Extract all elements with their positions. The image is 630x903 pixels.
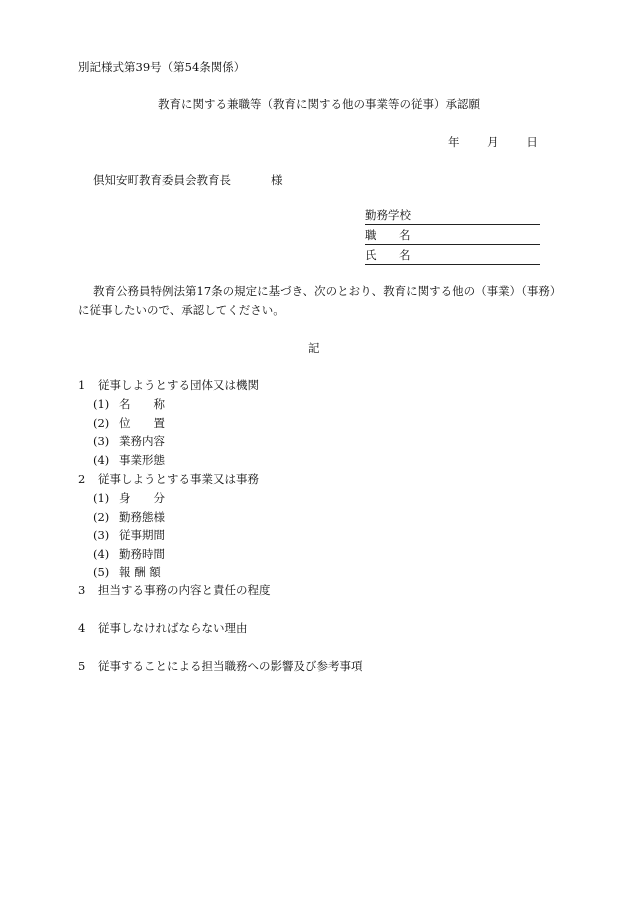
position-field-label [365,228,433,242]
date-day-label: 日 [526,135,538,149]
item-1-sub-2-number: (2) [93,416,110,430]
item-5 [78,660,363,674]
document-title: 教育に関する兼職等（教育に関する他の事業等の従事）承認願 [158,97,480,111]
item-2-label: 従事しようとする事業又は事務 [98,472,259,486]
name-field[interactable] [365,249,540,265]
item-2-sub-3 [93,529,165,543]
item-1-sub-1-number: (1) [93,397,110,411]
item-1-sub-3-label: 業務内容 [119,434,165,448]
date-row [448,136,538,150]
school-field[interactable] [365,209,540,225]
addressee-name: 倶知安町教育委員会教育長 [93,173,231,187]
position-field[interactable] [365,229,540,245]
item-2-sub-4-number: (4) [93,547,110,561]
item-4 [78,622,248,636]
date-month-label: 月 [487,135,499,149]
item-5-label: 従事することによる担当職務への影響及び参考事項 [98,659,363,673]
item-2-sub-3-label: 従事期間 [119,528,165,542]
name-char-1: 氏 [365,248,377,262]
item-5-number: 5 [78,659,86,673]
item-1-sub-3 [93,435,165,449]
item-4-label: 従事しなければならない理由 [98,621,248,635]
item-3 [78,584,271,598]
item-2-sub-4 [93,548,165,562]
item-2 [78,473,259,487]
item-2-sub-2-label: 勤務態様 [119,510,165,524]
item-2-sub-1-label: 身 分 [119,491,165,505]
item-2-sub-1 [93,492,165,506]
addressee-honorific: 様 [271,173,283,187]
item-1-sub-4 [93,454,165,468]
item-1-label: 従事しようとする団体又は機関 [98,378,259,392]
date-year-label: 年 [448,135,460,149]
body-text-line-2: に従事したいので、承認してください。 [78,303,285,317]
item-2-sub-4-label: 勤務時間 [119,547,165,561]
form-id: 別記様式第39号（第54条関係） [78,60,246,74]
item-3-label: 担当する事務の内容と責任の程度 [98,583,271,597]
item-2-sub-3-number: (3) [93,528,110,542]
addressee [93,174,283,188]
item-1-sub-1-label: 名 称 [119,397,165,411]
name-char-2: 名 [399,248,411,262]
item-1-number: 1 [78,378,86,392]
item-1-sub-2-label: 位 置 [119,416,165,430]
item-2-sub-5 [93,566,161,580]
item-1-sub-4-label: 事業形態 [119,453,165,467]
item-2-number: 2 [78,472,86,486]
item-2-sub-5-number: (5) [93,565,110,579]
name-field-label [365,248,433,262]
body-text-line-1: 教育公務員特例法第17条の規定に基づき、次のとおり、教育に関する他の（事業）（事務） [93,284,562,298]
item-2-sub-2-number: (2) [93,510,110,524]
item-2-sub-1-number: (1) [93,491,110,505]
item-2-sub-2 [93,511,165,525]
item-1-sub-2 [93,417,165,431]
item-1-sub-4-number: (4) [93,453,110,467]
school-field-label: 勤務学校 [365,208,411,222]
position-char-2: 名 [399,228,411,242]
item-1-sub-1 [93,398,165,412]
item-4-number: 4 [78,621,86,635]
position-char-1: 職 [365,228,377,242]
ki-heading: 記 [308,341,320,355]
item-2-sub-5-label: 報 酬 額 [119,565,161,579]
item-1-sub-3-number: (3) [93,434,110,448]
item-3-number: 3 [78,583,86,597]
item-1 [78,379,259,393]
